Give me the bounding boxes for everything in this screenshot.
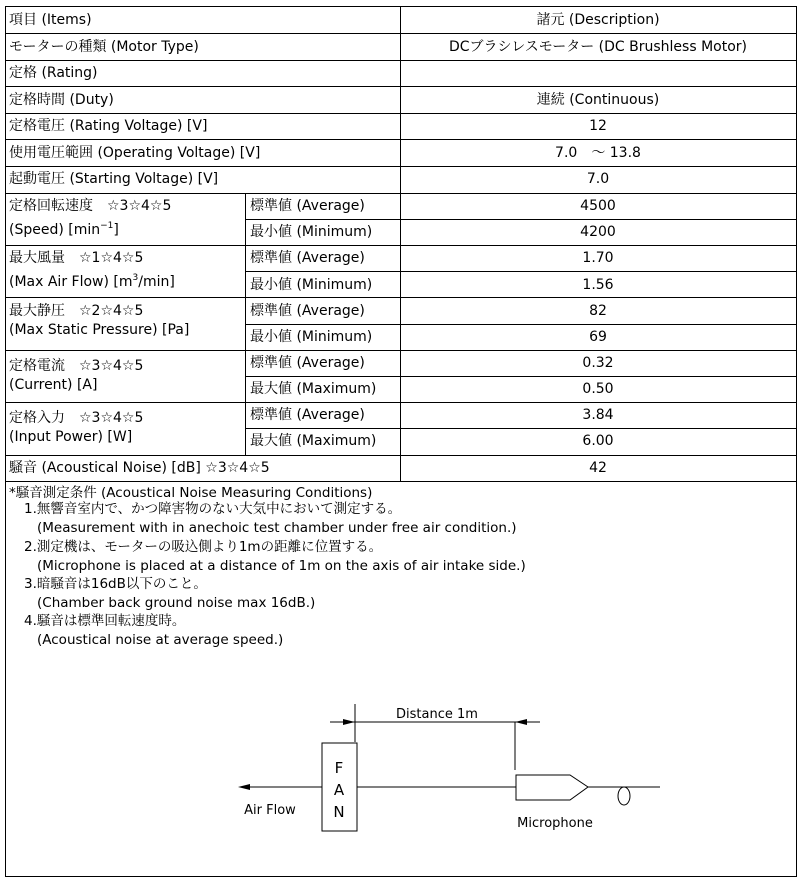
air-flow-minimum-value: 1.56 (582, 277, 614, 293)
air-flow-arrow (238, 784, 250, 790)
dimension-arrow-left (343, 719, 355, 725)
operating-voltage-value: 7.0 ～ 13.8 (555, 145, 641, 161)
air-flow-label: Air Flow (244, 803, 296, 818)
current-maximum-label: 最大値 (Maximum) (250, 381, 377, 397)
note-2-en: (Microphone is placed at a distance of 1m on the axis of air intake side.) (37, 558, 526, 574)
note-4-jp: 4.騒音は標準回転速度時。 (24, 613, 186, 629)
fan-letter-f: F (334, 759, 344, 777)
note-4-en: (Acoustical noise at average speed.) (37, 632, 284, 648)
fan-letter-a: A (333, 781, 345, 799)
air-flow-average-label: 標準値 (Average) (250, 250, 365, 266)
note-3-jp: 3.暗騒音は16dB以下のこと。 (24, 576, 207, 592)
speed-label-en: (Speed) $[\min^{-1}]$ (9, 221, 119, 238)
static-pressure-average-value: 82 (589, 303, 607, 319)
rating-label: 定格 (Rating) (9, 65, 98, 81)
input-power-average-value: 3.84 (582, 407, 614, 423)
input-power-average-label: 標準値 (Average) (250, 407, 365, 423)
header-description: 諸元 (Description) (536, 12, 660, 28)
input-power-maximum-value: 6.00 (582, 433, 614, 449)
microphone-label: Microphone (517, 816, 593, 831)
starting-voltage-value: 7.0 (586, 171, 610, 187)
air-flow-label-jp: 最大風量 ☆1☆4☆5 (9, 250, 144, 266)
current-average-label: 標準値 (Average) (250, 355, 365, 371)
fan-letter-n: N (333, 803, 345, 821)
note-1-jp: 1.無響音室内で、かつ障害物のない大気中において測定する。 (24, 501, 402, 517)
air-flow-minimum-label: 最小値 (Minimum) (250, 277, 373, 293)
rating-voltage-label: 定格電圧 (Rating Voltage) [V] (9, 118, 208, 134)
rating-voltage-value: 12 (589, 118, 607, 134)
note-3-en: (Chamber back ground noise max 16dB.) (37, 595, 316, 611)
current-maximum-value: 0.50 (582, 381, 614, 397)
note-2-jp: 2.測定機は、モーターの吸込側より1mの距離に位置する。 (24, 539, 383, 555)
speed-minimum-value: 4200 (580, 224, 616, 240)
static-pressure-minimum-label: 最小値 (Minimum) (250, 329, 373, 345)
header-items: 項目 (Items) (9, 12, 92, 28)
noise-value: 42 (589, 460, 607, 476)
microphone-icon (516, 775, 588, 800)
motor-type-value: DCブラシレスモーター (DC Brushless Motor) (448, 39, 748, 55)
air-flow-label-en: (Max Air Flow) $[m^3/\min]$ (9, 273, 175, 290)
notes-title: *騒音測定条件 (Acoustical Noise Measuring Conditions) (9, 485, 373, 501)
speed-minimum-label: 最小値 (Minimum) (250, 224, 373, 240)
duty-value: 連続 (Continuous) (536, 92, 660, 108)
motor-type-label: モーターの種類 (Motor Type) (9, 39, 199, 55)
operating-voltage-label: 使用電圧範囲 (Operating Voltage) [V] (9, 145, 261, 161)
note-1-en: (Measurement with in anechoic test chamber under free air condition.) (37, 520, 517, 536)
speed-average-label: 標準値 (Average) (250, 198, 365, 214)
current-label-en: (Current) [A] (9, 377, 98, 393)
speed-label-jp: 定格回転速度 ☆3☆4☆5 (9, 198, 172, 214)
static-pressure-minimum-value: 69 (589, 329, 607, 345)
cable-loop-icon (618, 787, 630, 805)
starting-voltage-label: 起動電圧 (Starting Voltage) [V] (9, 171, 219, 187)
air-flow-average-value: 1.70 (582, 250, 614, 266)
input-power-maximum-label: 最大値 (Maximum) (250, 433, 377, 449)
static-pressure-label-jp: 最大静圧 ☆2☆4☆5 (9, 303, 144, 319)
speed-average-value: 4500 (580, 198, 616, 214)
input-power-label-en: (Input Power) [W] (9, 429, 133, 445)
noise-label: 騒音 (Acoustical Noise) [dB] ☆3☆4☆5 (9, 460, 270, 476)
distance-label: Distance 1m (396, 707, 478, 722)
duty-label: 定格時間 (Duty) (9, 92, 114, 108)
current-average-value: 0.32 (582, 355, 614, 371)
current-label-jp: 定格電流 ☆3☆4☆5 (9, 358, 144, 374)
static-pressure-label-en: (Max Static Pressure) [Pa] (9, 322, 190, 338)
input-power-label-jp: 定格入力 ☆3☆4☆5 (9, 410, 144, 426)
static-pressure-average-label: 標準値 (Average) (250, 303, 365, 319)
dimension-arrow-right (515, 719, 527, 725)
